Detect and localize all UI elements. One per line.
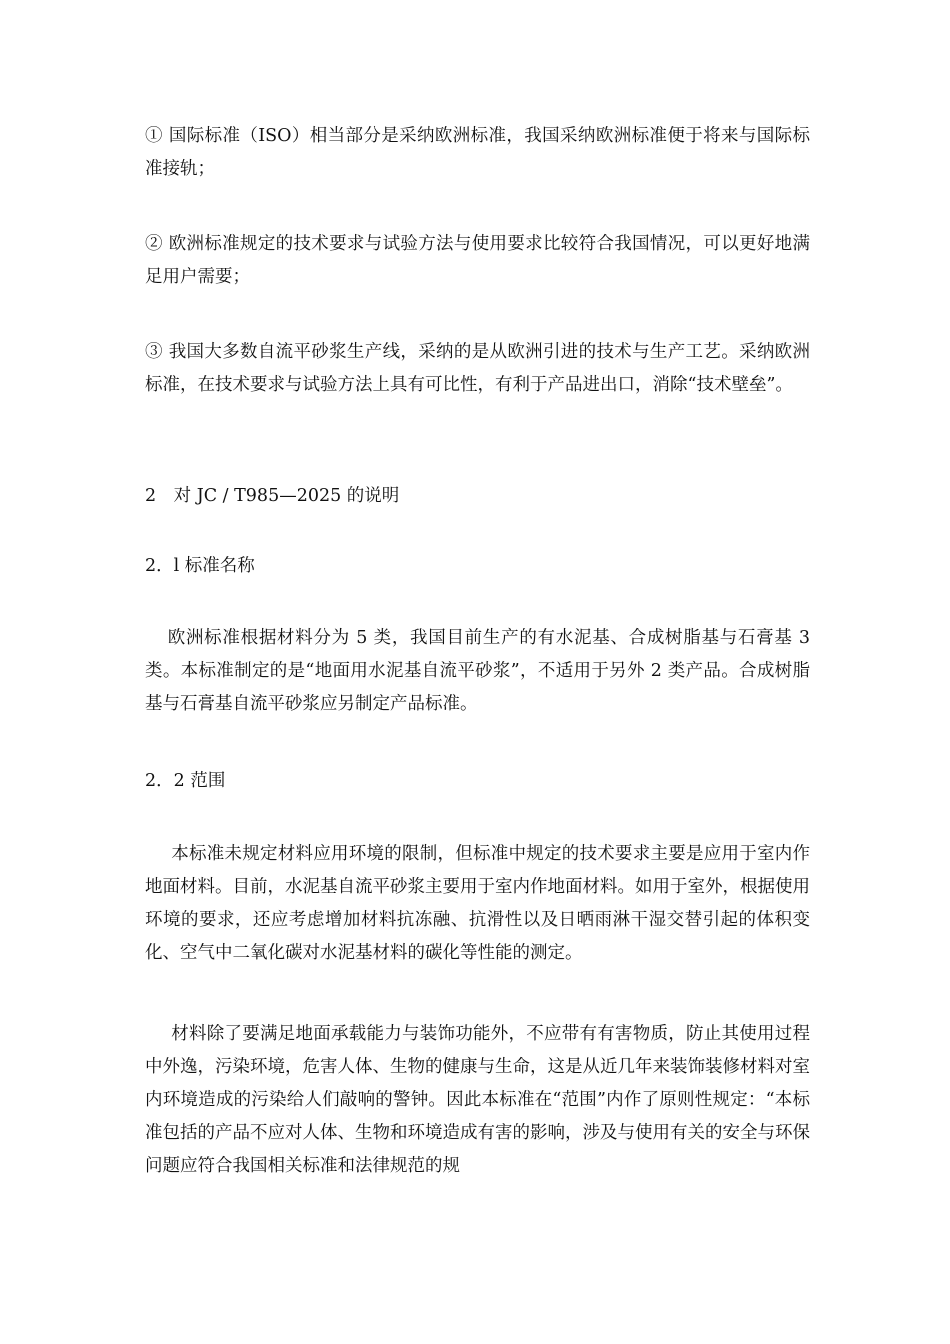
section-2-2-paragraph-2: 材料除了要满足地面承载能力与装饰功能外，不应带有有害物质，防止其使用过程中外逸，污染环境，危害人体、生物的健康与生命，这是从近几年来装饰装修材料对室内环境造成的污染给人们敲响的警钟。因此本标准在“范围”内作了原则性规定：“本标准包括的产品不应对人体、生物和环境造成有害的影响，涉及与使用有关的安全与环保问题应符合我国相关标准和法律规范的规 [145, 1024, 810, 1176]
section-2-1-heading: 2．l 标准名称 [145, 556, 255, 576]
section-2-1-paragraph: 欧洲标准根据材料分为 5 类，我国目前生产的有水泥基、合成树脂基与石膏基 3 类。本标准制定的是“地面用水泥基自流平砂浆”，不适用于另外 2 类产品。合成树脂基与石膏基自流平砂浆应另制定产品标准。 [145, 628, 810, 714]
list-item-2: ② 欧洲标准规定的技术要求与试验方法与使用要求比较符合我国情况，可以更好地满足用户需要； [145, 234, 810, 287]
list-item-3: ③ 我国大多数自流平砂浆生产线，采纳的是从欧洲引进的技术与生产工艺。采纳欧洲标准，在技术要求与试验方法上具有可比性，有利于产品进出口，消除“技术壁垒”。 [145, 342, 810, 395]
section-2-2-heading: 2．2 范围 [145, 771, 226, 791]
section-2-heading: 2 对 JC / T985—2025 的说明 [145, 486, 400, 506]
list-item-1: ① 国际标准（ISO）相当部分是采纳欧洲标准，我国采纳欧洲标准便于将来与国际标准接轨； [145, 126, 810, 179]
section-2-2-paragraph-1: 本标准未规定材料应用环境的限制，但标准中规定的技术要求主要是应用于室内作地面材料。目前，水泥基自流平砂浆主要用于室内作地面材料。如用于室外，根据使用环境的要求，还应考虑增加材料抗冻融、抗滑性以及日晒雨淋干湿交替引起的体积变化、空气中二氧化碳对水泥基材料的碳化等性能的测定。 [145, 844, 810, 963]
